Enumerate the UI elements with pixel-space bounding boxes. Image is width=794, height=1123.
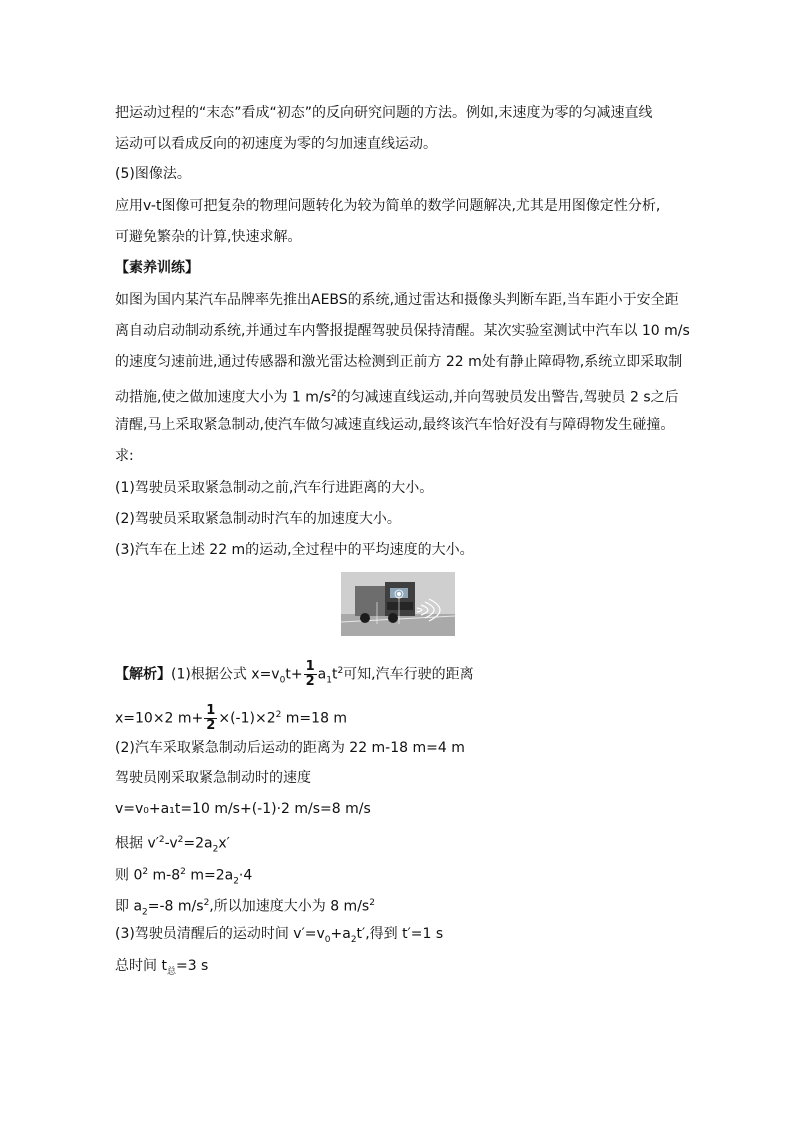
text-segment: 可知,汽车行驶的距离 (343, 666, 474, 683)
text-line: 运动可以看成反向的初速度为零的匀加速直线运动。 (115, 136, 437, 152)
superscript: 2 (275, 709, 282, 720)
solution-line-9 (115, 924, 443, 950)
text-segment: 即 a (115, 898, 143, 915)
text-segment: m=2a (185, 867, 234, 884)
question-1: (1)驾驶员采取紧急制动之前,汽车行进距离的大小。 (115, 480, 434, 496)
superscript: 2 (142, 867, 149, 877)
text-segment: -v (164, 835, 178, 852)
solution-line-8 (115, 893, 375, 922)
solution-line-1 (115, 660, 474, 690)
problem-line (115, 384, 679, 408)
text-segment: (1)根据公式 x=v (171, 666, 280, 683)
fraction-numerator: 1 (206, 703, 216, 718)
text-segment: a (317, 666, 327, 683)
text-segment: 根据 v′ (115, 835, 159, 852)
fraction-denominator: 2 (305, 674, 315, 689)
superscript: 2 (180, 867, 186, 877)
truck-illustration (341, 572, 455, 636)
text-segment: x=10×2 m+ (115, 710, 204, 727)
text-segment: m=18 m (281, 710, 348, 727)
text-segment: ×(-1)×2 (218, 710, 276, 727)
subscript: 2 (350, 934, 357, 945)
text-segment: ·4 (238, 867, 253, 884)
text-segment: t′,得到 t′=1 s (356, 926, 444, 942)
text-line: 可避免繁杂的计算,快速求解。 (115, 229, 302, 245)
problem-line: 清醒,马上采取紧急制动,使汽车做匀减速直线运动,最终该汽车恰好没有与障碍物发生碰撞。 (115, 417, 675, 433)
text-segment: x′ (218, 835, 230, 852)
solution-line-5: v=v₀+a₁t=10 m/s+(-1)·2 m/s=8 m/s (115, 801, 371, 817)
text-segment: t (331, 666, 338, 683)
fraction-one-half (304, 660, 317, 689)
solution-line-10 (115, 956, 208, 982)
problem-line: 的速度匀速前进,通过传感器和激光雷达检测到正前方 22 m处有静止障碍物,系统立即采取制 (115, 354, 683, 370)
subscript: 1 (326, 675, 332, 686)
fraction-one-half (204, 704, 217, 733)
text-segment: 的匀减速直线运动,并向驾驶员发出警告,驾驶员 2 s之后 (336, 389, 679, 406)
solution-line-7 (115, 862, 252, 891)
text-segment: =-8 m/s (147, 898, 204, 915)
solution-line-2 (115, 704, 347, 733)
solution-line-6 (115, 830, 230, 859)
truck-aebs-image (341, 572, 455, 636)
text-segment: =3 s (175, 958, 209, 974)
text-line: 应用v-t图像可把复杂的物理问题转化为较为简单的数学问题解决,尤其是用图像定性分析, (115, 198, 661, 214)
text-segment: t+ (285, 666, 303, 683)
subscript: 2 (212, 844, 219, 855)
text-segment: +a (330, 926, 351, 942)
subscript: 2 (142, 907, 148, 918)
text-segment: (3)驾驶员清醒后的运动时间 v′=v (115, 926, 325, 942)
superscript: 2 (337, 665, 344, 676)
problem-line: 如图为国内某汽车品牌率先推出AEBS的系统,通过雷达和摄像头判断车距,当车距小于安全距 (115, 292, 679, 308)
superscript: 2 (177, 835, 184, 845)
superscript: 2 (330, 389, 337, 399)
training-heading: 【素养训练】 (115, 260, 199, 276)
subscript: 0 (324, 934, 331, 945)
text-segment: ,所以加速度大小为 8 m/s (209, 898, 370, 915)
fraction-denominator: 2 (206, 718, 216, 733)
text-segment: 总时间 t (115, 958, 167, 974)
text-line: 把运动过程的“末态”看成“初态”的反向研究问题的方法。例如,末速度为零的匀减速直线 (115, 105, 653, 121)
question-2: (2)驾驶员采取紧急制动时汽车的加速度大小。 (115, 511, 401, 527)
superscript: 2 (203, 898, 210, 908)
question-3: (3)汽车在上述 22 m的运动,全过程中的平均速度的大小。 (115, 542, 474, 558)
solution-line-3: (2)汽车采取紧急制动后运动的距离为 22 m-18 m=4 m (115, 740, 465, 756)
text-segment: 动措施,使之做加速度大小为 1 m/s (115, 389, 331, 406)
fraction-numerator: 1 (305, 659, 315, 674)
subscript: 0 (279, 675, 286, 686)
superscript: 2 (369, 898, 375, 908)
problem-line: 求: (115, 448, 134, 464)
text-segment: 则 0 (115, 867, 143, 884)
subscript: 2 (233, 876, 239, 887)
text-segment: m-8 (148, 867, 181, 884)
problem-line: 离自动启动制动系统,并通过车内警报提醒驾驶员保持清醒。某次实验室测试中汽车以 10 m/s (115, 323, 690, 339)
subscript: 总 (166, 966, 176, 977)
solution-tag: 【解析】 (115, 666, 171, 683)
solution-line-4: 驾驶员刚采取紧急制动时的速度 (115, 770, 311, 786)
text-segment: =2a (183, 835, 213, 852)
section-heading: (5)图像法。 (115, 166, 191, 182)
superscript: 2 (158, 835, 165, 845)
